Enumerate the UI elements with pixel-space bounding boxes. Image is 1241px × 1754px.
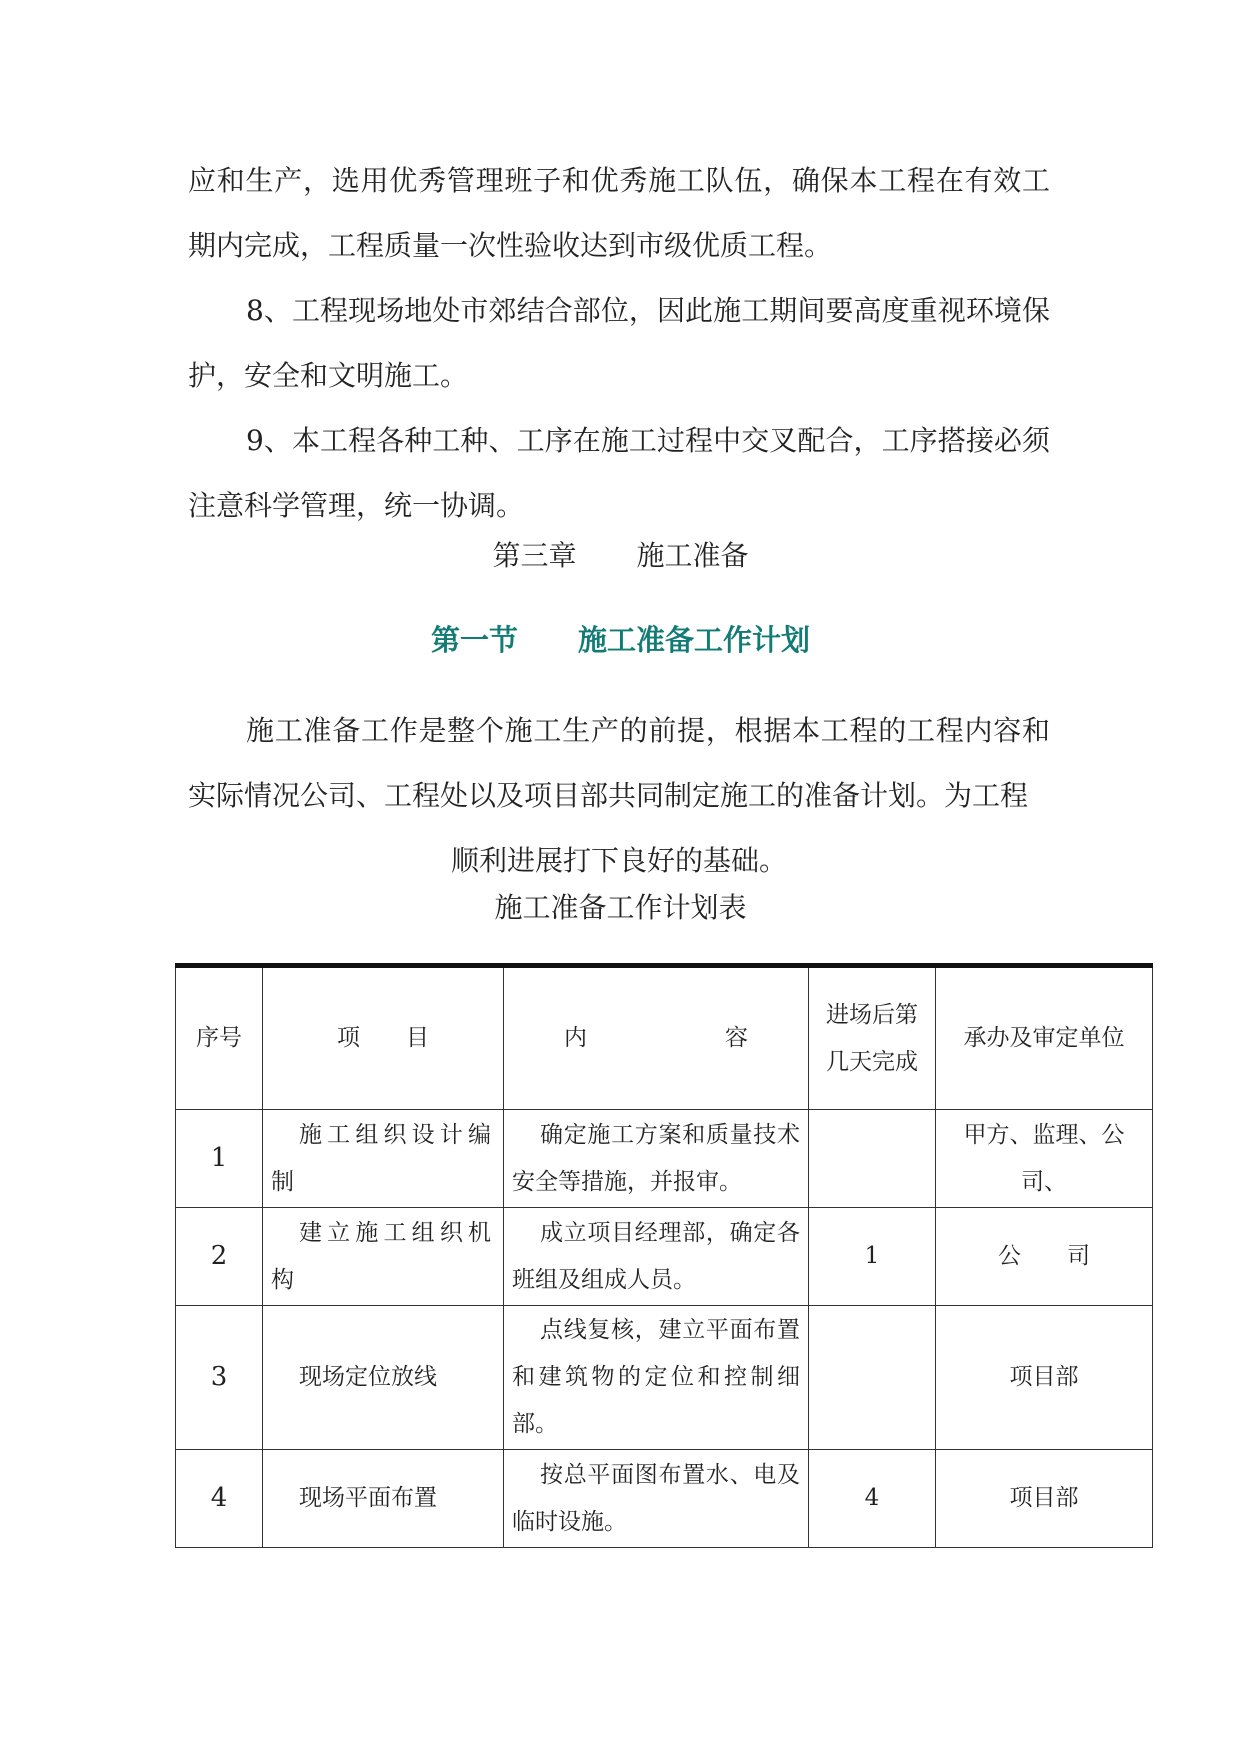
paragraph-environment: 8、工程现场地处市郊结合部位，因此施工期间要高度重视环境保护，安全和文明施工。 [188,294,1050,392]
preparation-plan-table [175,963,1153,1548]
header-unit: 承办及审定单位 [936,966,1153,1110]
row-item: 施工组织设计编制 [263,1110,504,1208]
row-unit: 甲方、监理、公司、 [936,1110,1153,1208]
paragraph-intro [188,698,1050,893]
paragraph-quality-goal: 应和生产，选用优秀管理班子和优秀施工队伍，确保本工程在有效工期内完成，工程质量一次性验收达到市级优质工程。 [188,164,1050,262]
row-item: 现场定位放线 [263,1306,504,1450]
header-content: 内 容 [504,966,809,1110]
row-content: 确定施工方案和质量技术安全等措施，并报审。 [504,1110,809,1208]
row-days: 4 [809,1450,936,1548]
row-unit: 项目部 [936,1450,1153,1548]
row-seq: 2 [176,1208,263,1306]
chapter-number: 第三章 [492,539,577,572]
header-seq: 序号 [176,966,263,1110]
row-seq: 1 [176,1110,263,1208]
intro-last-line: 顺利进展打下良好的基础。 [450,844,787,877]
chapter-title: 施工准备 [636,539,749,572]
table-row [176,1306,1153,1450]
row-item: 现场平面布置 [263,1450,504,1548]
header-item: 项 目 [263,966,504,1110]
row-days [809,1306,936,1450]
row-item: 建立施工组织机构 [263,1208,504,1306]
row-unit: 公 司 [936,1208,1153,1306]
section-title: 施工准备工作计划 [578,623,811,657]
row-unit: 项目部 [936,1306,1153,1450]
table-row [176,1450,1153,1548]
row-content: 按总平面图布置水、电及临时设施。 [504,1450,809,1548]
row-seq: 4 [176,1450,263,1548]
row-days [809,1110,936,1208]
section-heading [0,620,1241,660]
table-row [176,1208,1153,1306]
table-header-row [176,966,1153,1110]
row-content: 成立项目经理部，确定各班组及组成人员。 [504,1208,809,1306]
header-days: 进场后第几天完成 [809,966,936,1110]
section-number: 第一节 [430,623,518,657]
row-content: 点线复核，建立平面布置和建筑物的定位和控制细部。 [504,1306,809,1450]
paragraph-coordination: 9、本工程各种工种、工序在施工过程中交叉配合，工序搭接必须注意科学管理，统一协调。 [188,424,1050,522]
table-row [176,1110,1153,1208]
intro-main-text: 施工准备工作是整个施工生产的前提，根据本工程的工程内容和实际情况公司、工程处以及项目部共同制定施工的准备计划。为工程 [188,714,1050,812]
row-days: 1 [809,1208,936,1306]
table-title: 施工准备工作计划表 [494,891,747,924]
chapter-heading [0,536,1241,576]
row-seq: 3 [176,1306,263,1450]
